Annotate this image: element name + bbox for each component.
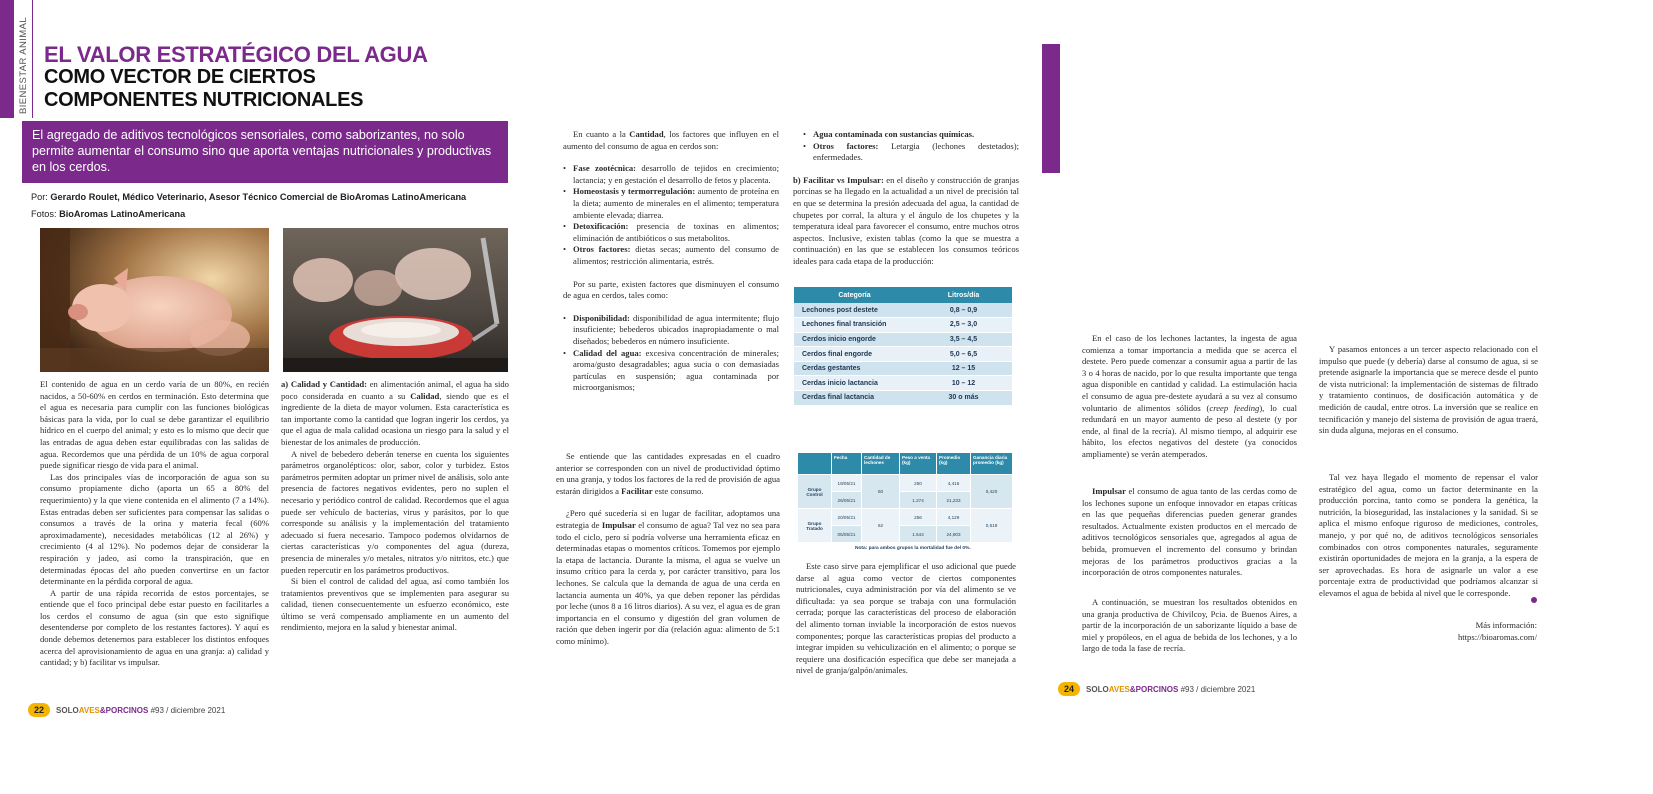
article-title-line3: COMPONENTES NUTRICIONALES xyxy=(44,89,364,111)
table-cell: 2,5 – 3,0 xyxy=(915,318,1012,333)
middle-column-2-bottom xyxy=(796,561,1016,686)
byline-prefix: Por: xyxy=(31,192,51,202)
magazine-brand: AVES xyxy=(1108,685,1130,694)
table-row xyxy=(794,303,1012,318)
magazine-brand: SOLO xyxy=(1086,685,1109,694)
middle-column-2-top xyxy=(793,129,1019,284)
list-item xyxy=(563,244,779,267)
list-item-label: Otros factores: xyxy=(813,140,879,151)
middle-column-1-bottom xyxy=(556,451,780,676)
issue-info: #93 / diciembre 2021 xyxy=(148,706,226,715)
table-header-liters: Litros/día xyxy=(915,287,1012,303)
paragraph: A continuación, se muestran los resultados obtenidos en una granja productiva de Chivilcoy, Pcia. de Buenos Aires, a partir de la incorporación de un saborizante líquido a base de miel y propóleos, en el agua de bebida de los lechones, y a lo largo de toda la fase de recría. xyxy=(1082,597,1297,654)
table-cell: Lechones post destete xyxy=(794,303,915,318)
list-item-label: Calidad del agua: xyxy=(573,347,642,358)
right-column-1-bottom xyxy=(1082,597,1297,662)
list-item xyxy=(803,141,1019,164)
photo-credit xyxy=(31,209,185,219)
right-column-1-top xyxy=(1082,333,1297,468)
list-item xyxy=(563,348,779,394)
right-column-2-bottom xyxy=(1319,472,1538,612)
article-title-line1: EL VALOR ESTRATÉGICO DEL AGUA xyxy=(44,42,428,67)
text-run: Se entiende que las cantidades expresadas en el cuadro anterior se corresponden con un nivel de productividad óptimo en una granja, y todos los factores de la red de provisión de agua estarán dirigidos a xyxy=(556,451,780,496)
paragraph: Este caso sirve para ejemplificar el uso adicional que puede darse al agua como vector de ciertos componentes nutricionales, cuya administración por vía del alimento se ve dificultada: ya sea porque se trabaja con una formulación cerrada; porque las características del proceso de elaboración del alimento tornan inviable la incorporación de estos nuevos componentes; porque las características propias del producto a integrar impiden su vehiculización en el alimento; o porque se requiere una dosificación específica que debe ser manejada a nivel de granja/galpón/animales. xyxy=(796,561,1016,676)
byline xyxy=(31,192,466,202)
list-item-text: disponibilidad de agua intermitente; flujo insuficiente; bebederos ubicados inapropiadamente o mal diseñados; bebederos en número insuficiente. xyxy=(573,312,779,346)
table-cell: 1.544 xyxy=(900,526,937,543)
table-cell: 30 o más xyxy=(915,391,1012,406)
table-cell: 12 – 15 xyxy=(915,361,1012,376)
section-b-label: b) Facilitar vs Impulsar: xyxy=(793,174,884,185)
list-item-text: aumento de proteína en la dieta; aumento de minerales en el alimento; temperatura ambiente elevada; diarrea. xyxy=(573,186,779,220)
middle-column-1-top xyxy=(563,129,779,419)
text-run: el consumo de agua? Tal vez no sea para todo el ciclo, pero sí podría volverse una herramienta eficaz en determinadas etapas o momentos críticos. Tomemos por ejemplo la etapa de lactancia. Durante la misma, el agua se vuelve un insumo crítico para la cerda y, por carácter transitivo, para los lechones. Se calcula que la demanda de agua de una cerda en lactancia aumenta un 40%, ya que deben reponer las pérdidas por leche (unos 8 a 16 litros diarios). A su vez, el agua es de gran importancia en el consumo y digestión del gran volumen de ración que deben ingerir por día (relación agua: alimento de 5:1 como mínimo). xyxy=(556,519,780,646)
table-header-category: Categoría xyxy=(794,287,915,303)
section-label: BIENESTAR ANIMAL xyxy=(18,16,29,114)
paragraph: El contenido de agua en un cerdo varía de un 80%, en recién nacidos, a 50-60% en cerdos en terminación. Esto determina que el agua es necesaria para cumplir con las funciones biológicas básicas para la vida, por lo cual se debe garantizar el equilibrio hídrico en el cuerpo del animal; y esto es lo mismo que decir que las entradas de agua deben estar equilibradas con las salidas de agua. Recordemos que una pérdida de un 10% de agua corporal puede significar riesgo de vida para el animal. xyxy=(40,379,269,471)
water-consumption-table xyxy=(794,287,1012,406)
list-item-label: Disponibilidad: xyxy=(573,312,630,323)
table-cell: 0,420 xyxy=(971,475,1013,509)
table-header-row xyxy=(798,453,1013,475)
table-cell: 1.274 xyxy=(900,492,937,509)
folio-right xyxy=(1058,682,1255,696)
paragraph: A nivel de bebedero deberán tenerse en cuenta los siguientes parámetros organolépticos: olor, sabor, color y turbidez. Estos parámetros permiten adoptar un primer nivel de análisis, solo ante presencia de factores negativos evidentes, pero no suplen el necesario y periódico control de calidad. Recordemos que el agua puede ser vehículo de bacterias, virus y parásitos, por lo que corresponde su análisis y la implementación del tratamiento adecuado si fuera necesario. Tampoco podemos olvidarnos de ciertas características y/o componentes del agua (dureza, presencia de minerales y/o metales, nitratos y/o nitritos, etc.) que pueden repercutir en los parámetros productivos. xyxy=(281,448,509,575)
section-a-label: a) Calidad y Cantidad: xyxy=(281,379,368,389)
list-item-text: presencia de toxinas en alimentos; eliminación de antibióticos o sus metabolitos. xyxy=(573,221,779,243)
table-row xyxy=(798,509,1013,526)
table-cell: 20/05/21 xyxy=(832,509,862,526)
list-item xyxy=(563,313,779,348)
bold-term: Impulsar xyxy=(601,519,636,530)
text-run: en alimentación animal, el agua ha sido poco considerada en cuanto a su xyxy=(281,379,509,401)
section-divider xyxy=(32,0,33,118)
list-item-label: Detoxificación: xyxy=(573,221,629,232)
table-cell: 0,8 – 0,9 xyxy=(915,303,1012,318)
magazine-brand: &PORCINOS xyxy=(1129,685,1179,694)
photo-piglets-feeder xyxy=(283,228,508,372)
text-run: este consumo. xyxy=(652,485,704,496)
more-info-link[interactable]: https://bioaromas.com/ xyxy=(1457,631,1537,642)
paragraph xyxy=(1082,333,1297,461)
increase-factors-list xyxy=(563,163,779,267)
table-cell: Cerdas gestantes xyxy=(794,361,915,376)
article-title xyxy=(44,66,363,112)
table-cell: Cerdos inicio engorde xyxy=(794,332,915,347)
table-row xyxy=(794,361,1012,376)
more-info-label: Más información: xyxy=(1475,620,1537,630)
paragraph xyxy=(563,129,779,152)
table-cell: 0,519 xyxy=(971,509,1013,543)
group-label-treated: Grupo Tratado xyxy=(798,509,832,543)
byline-author: Gerardo Roulet, Médico Veterinario, Asesor Técnico Comercial de BioAromas LatinoAmericana xyxy=(50,192,467,202)
table-cell: Cerdas final lactancia xyxy=(794,391,915,406)
text-run: , los factores que influyen en el aumento del consumo de agua en cerdos son: xyxy=(563,129,779,151)
paragraph: Si bien el control de calidad del agua, así como también los tratamientos preventivos que se implementen para asegurar su calidad, tienen consecuentemente un esfuerzo económico, este último se verá compensado ampliamente en un aumento del rendimiento, mejora en la salud y bienestar animal. xyxy=(281,576,509,633)
table-cell: 256 xyxy=(900,509,937,526)
table-cell: 62 xyxy=(862,509,900,543)
table-cell: 5,0 – 6,5 xyxy=(915,347,1012,362)
table-cell: 05/05/21 xyxy=(832,526,862,543)
paragraph: Las dos principales vías de incorporación de agua son su consumo propiamente dicho (aporta un 65 a 80% del requerimiento) y la que viene contenida en el alimento (7 a 14%). Estas entradas deben ser suficientes para compensar las salidas o consumos a través de la orina y materia fecal (60% aproximadamente), necesidades metabólicas (12 al 26%) y crecimiento (4 al 12%). No podemos dejar de considerar la respiración y jadeo, así como la transpiración, que en determinadas épocas del año pueden convertirse en un factor determinante en la pérdida corporal de agua. xyxy=(40,471,269,587)
accent-bar xyxy=(1042,44,1060,173)
bold-term: Cantidad xyxy=(629,129,664,139)
list-item-text: excesiva concentración de minerales; aroma/gusto desagradables; agua sucia o con demasiadas partículas en suspensión; agua contaminada por microorganismos; xyxy=(573,347,779,393)
table-row xyxy=(794,332,1012,347)
left-column-1 xyxy=(40,379,269,689)
list-item-label: Homeostasis y termorregulación: xyxy=(573,186,696,197)
text-run: en el diseño y construcción de granjas porcinas se ha llegado en la actualidad a un nivel de precisión tal en que se determina la presión adecuada del agua, la cantidad de chupetes por corral, la altura y el ángulo de los chupetes y la temperatura ideal para favorecer el consumo, entre muchos otros aspectos. Inclusive, existen tablas (como la que se muestra a continuación) en las que se establecen los consumos teóricos ideales para cada etapa de la producción: xyxy=(793,174,1019,266)
bold-term: Facilitar xyxy=(621,485,653,496)
table-header: Fecha xyxy=(832,453,862,475)
end-mark-icon xyxy=(1531,597,1537,603)
text-run: ¿Pero qué sucedería si en lugar de facilitar, adoptamos una estrategia de xyxy=(556,508,780,530)
paragraph: Por su parte, existen factores que disminuyen el consumo de agua en cerdos, tales como: xyxy=(563,278,779,301)
table-cell: 21,233 xyxy=(937,492,971,509)
text-run: el consumo de agua tanto de las cerdas como de los lechones supone un enfoque innovador en etapas críticas en las que pequeñas diferencias pueden generar grandes resultados. Actualmente existen productos en el mercado de aditivos tecnológicos sensoriales que, agregados al agua de bebida, promueven el incremento del consumo y brindan mejoras de los parámetros productivos gracias a la incorporación de otros componentes naturales. xyxy=(1082,486,1297,578)
table-cell: 4,416 xyxy=(937,475,971,492)
list-item xyxy=(803,129,1019,141)
paragraph: Tal vez haya llegado el momento de repensar el valor estratégico del agua, como un factor determinante en la producción porcina, tanto como se pondera la genética, la nutrición, la bioseguridad, las instalaciones y la sanidad. Si se aplica el mismo enfoque riguroso de mediciones, controles, manejo, y por qué no, de aditivos tecnológicos sensoriales combinados con otros componentes naturales, seguramente existirán oportunidades de mejora en la granja, a la espera de ser aprovechadas. Es hora de asignarle un valor a ese porcentaje extra de productividad que podríamos alcanzar si elevamos el agua de bebida al nivel que le corresponde. xyxy=(1319,472,1538,598)
table-cell: Lechones final transición xyxy=(794,318,915,333)
photo-credit-name: BioAromas LatinoAmericana xyxy=(59,209,186,219)
list-item-text: dietas secas; aumento del consumo de alimentos; restricción alimentaria, estrés. xyxy=(573,244,779,266)
table-note: Nota: para ambos grupos la mortalidad fue del 0%. xyxy=(855,546,971,551)
table-header xyxy=(798,453,832,475)
table-cell: 250 xyxy=(900,475,937,492)
table-row xyxy=(798,475,1013,492)
table-header: Promedio (kg) xyxy=(937,453,971,475)
list-item xyxy=(563,163,779,186)
photo-credit-prefix: Fotos: xyxy=(31,209,60,219)
table-cell: 3,5 – 4,5 xyxy=(915,332,1012,347)
page-number: 22 xyxy=(28,703,50,717)
decrease-factors-list-continued xyxy=(803,129,1019,164)
table-header-row xyxy=(794,287,1012,303)
list-item xyxy=(563,186,779,221)
table-header: Cantidad de lechones xyxy=(862,453,900,475)
paragraph xyxy=(793,175,1019,268)
table-cell: 4,129 xyxy=(937,509,971,526)
left-column-2 xyxy=(281,379,509,689)
table-cell: 24,903 xyxy=(937,526,971,543)
text-run: En el caso de los lechones lactantes, la ingesta de agua comienza a tomar importancia a medida que se acerca el destete. Pero puede comenzar a consumir agua a partir de las 3 o 4 horas de nacido, por lo que resulta importante que tenga agua disponible en cantidad y calidad. La estimulación hacia el consumo de agua pre-destete ayudará a su vez al consumo voluntario de alimentos sólidos ( xyxy=(1082,333,1297,413)
table-header: Ganancia diaria promedio (kg) xyxy=(971,453,1013,475)
bold-term: Impulsar xyxy=(1092,486,1126,496)
magazine-brand: AVES xyxy=(78,706,100,715)
paragraph xyxy=(281,379,509,449)
italic-term: creep feeding xyxy=(1209,402,1260,413)
folio-left xyxy=(28,703,225,717)
table-row xyxy=(794,376,1012,391)
table-cell: Cerdas inicio lactancia xyxy=(794,376,915,391)
table-row xyxy=(794,391,1012,406)
bold-term: Calidad xyxy=(410,390,440,401)
magazine-brand: SOLO xyxy=(56,706,79,715)
text-run: En cuanto a la xyxy=(573,129,630,139)
table-row xyxy=(794,347,1012,362)
lead-box xyxy=(22,121,508,183)
trial-results-table xyxy=(797,452,1013,543)
paragraph xyxy=(556,508,780,647)
right-column-1-middle xyxy=(1082,486,1297,581)
text-run: ), lo cual redundará en un mayor aumento de peso al destete (y por ende, al final de la recría). Al mismo tiempo, al adquirir ese hábito, los efectos negativos del destete (ya conocidos ampliamente) se verán atemperados. xyxy=(1082,402,1297,459)
list-item-label: Fase zootécnica: xyxy=(573,163,637,174)
list-item-label: Agua contaminada con sustancias químicas. xyxy=(813,129,975,139)
paragraph: Y pasamos entonces a un tercer aspecto relacionado con el impulso que puede (y debería) darse al consumo de agua, si se pretende asignarle la importancia que se merece desde el punto de vista nutricional: la implementación de sistemas de filtrado y tratamiento continuos, de dosificación automática y de medición de caudal, entre otros. La inversión que se realice en tecnificación y manejo del sistema de provisión de agua traerá, sin duda alguna, mejoras en el consumo. xyxy=(1319,344,1538,436)
table-cell: 19/05/21 xyxy=(832,475,862,492)
list-item xyxy=(563,221,779,244)
table-cell: Cerdos final engorde xyxy=(794,347,915,362)
photo-piglet-drinking xyxy=(40,228,269,372)
article-title-line2: COMO VECTOR DE CIERTOS xyxy=(44,66,316,88)
lead-text: El agregado de aditivos tecnológicos sensoriales, como saborizantes, no solo permite aumentar el consumo sino que aporta ventajas nutricionales y productivas en los cerdos. xyxy=(32,128,492,174)
decrease-factors-list xyxy=(563,313,779,394)
more-info xyxy=(1380,620,1537,643)
table-cell: 60 xyxy=(862,475,900,509)
paragraph xyxy=(556,451,780,497)
list-item-text: desarrollo de tejidos en crecimiento; lactancia; y en gestación el desarrollo de fetos y placenta. xyxy=(573,163,779,185)
issue-info: #93 / diciembre 2021 xyxy=(1178,685,1256,694)
text-run: , siendo que es el ingrediente de la dieta de mayor volumen. Esta característica es tan importante como la cantidad que logran ingerir los cerdos, ya que el agua de mala calidad ocasiona un riesgo para la salud y el bienestar de los animales de producción. xyxy=(281,390,509,447)
list-item-label: Otros factores: xyxy=(573,244,631,255)
section-color-bar xyxy=(0,0,14,118)
table-row xyxy=(794,318,1012,333)
table-cell: 26/05/21 xyxy=(832,492,862,509)
right-column-2-top xyxy=(1319,344,1538,459)
group-label-control: Grupo Control xyxy=(798,475,832,509)
paragraph xyxy=(1082,486,1297,579)
page-number: 24 xyxy=(1058,682,1080,696)
magazine-brand: &PORCINOS xyxy=(99,706,149,715)
list-item-text: Letargia (lechones destetados); enfermedades. xyxy=(813,140,1019,163)
table-header: Peso a venta (kg) xyxy=(900,453,937,475)
table-cell: 10 – 12 xyxy=(915,376,1012,391)
paragraph: A partir de una rápida recorrida de estos porcentajes, se entiende que el foco principal debe estar puesto en facilitarles a los cerdos el consumo de agua (sin que esto signifique desentenderse por completo de los restantes factores). Y aquí es donde debemos detenernos para establecer los distintos enfoques acerca del aprovisionamiento de agua en una granja: a) calidad y cantidad; y b) facilitar vs impulsar. xyxy=(40,587,269,668)
